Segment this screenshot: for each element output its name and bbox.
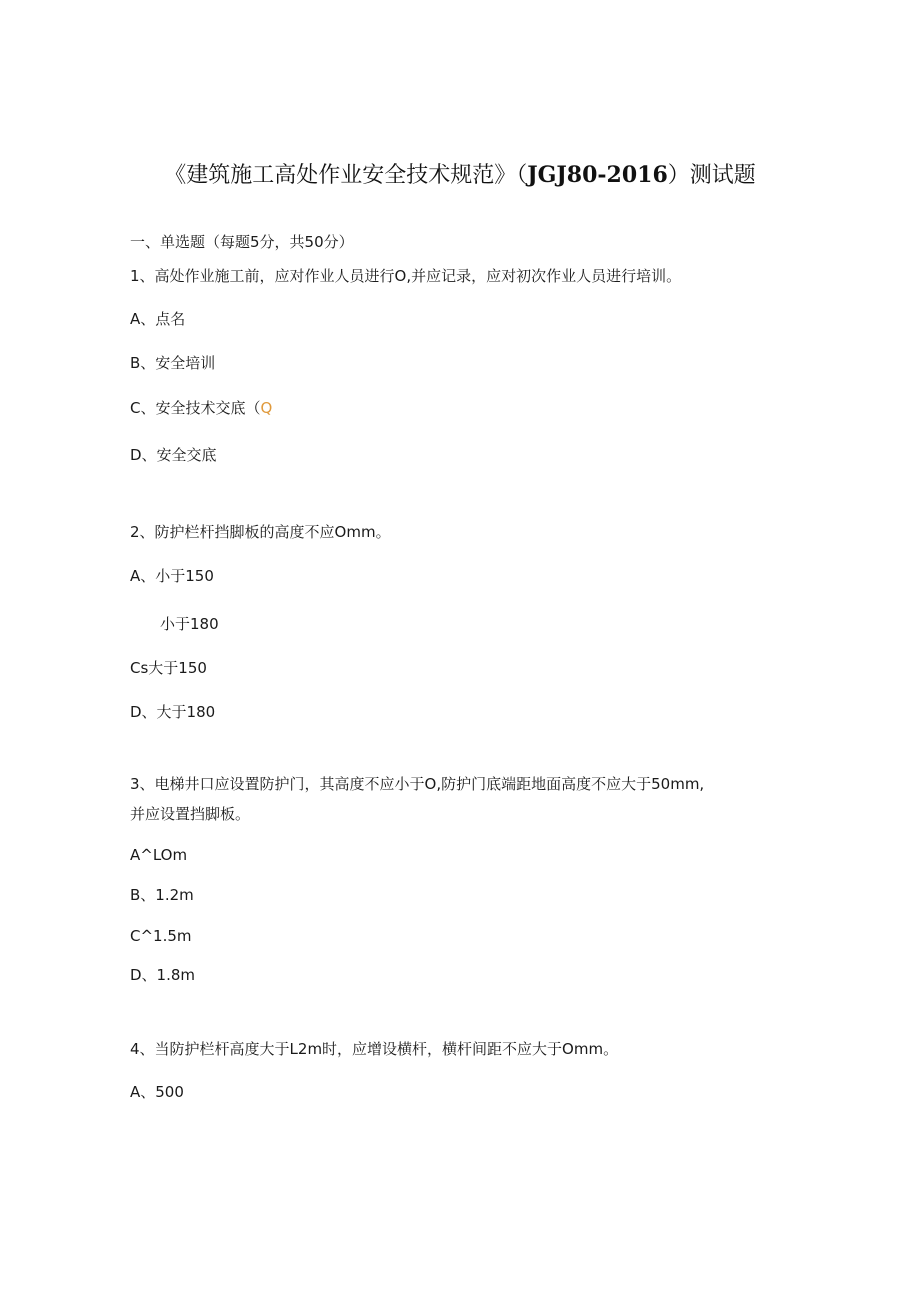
question-4-stem: 4、当防护栏杆高度大于L2m时，应增设横杆，横杆间距不应大于Omm。 (130, 1040, 619, 1058)
title-code: JGJ80-2016 (527, 162, 668, 188)
question-2-option-d: D、大于180 (130, 703, 216, 721)
question-2-option-b: 小于180 (160, 615, 219, 633)
document-title (0, 158, 920, 189)
question-2-option-a: A、小于150 (130, 567, 214, 585)
question-3-option-c: C^1.5m (130, 927, 192, 945)
question-1-option-a: A、点名 (130, 310, 186, 328)
question-1-option-d: D、安全交底 (130, 446, 217, 464)
question-3-stem-line-1: 3、电梯井口应设置防护门，其高度不应小于O,防护门底端距地面高度不应大于50mm, (130, 775, 705, 793)
question-1-option-b: B、安全培训 (130, 354, 216, 372)
question-3-option-a: A^LOm (130, 846, 188, 864)
title-suffix: ）测试题 (667, 163, 756, 188)
question-2-option-c: Cs大于150 (130, 659, 207, 677)
question-1-option-c (130, 398, 272, 418)
question-1-option-c-text: C、安全技术交底（ (130, 399, 261, 417)
question-4-option-a: A、500 (130, 1083, 184, 1101)
question-2-stem: 2、防护栏杆挡脚板的高度不应Omm。 (130, 523, 391, 541)
title-prefix: 《建筑施工高处作业安全技术规范》（ (164, 163, 528, 188)
section-heading: 一、单选题（每题5分，共50分） (130, 233, 354, 251)
question-1-stem: 1、高处作业施工前，应对作业人员进行O,并应记录，应对初次作业人员进行培训。 (130, 267, 682, 285)
question-3-option-b: B、1.2m (130, 886, 194, 904)
question-3-stem-line-2: 并应设置挡脚板。 (130, 805, 251, 823)
question-3-option-d: D、1.8m (130, 966, 196, 984)
answer-mark: Q (260, 399, 273, 417)
